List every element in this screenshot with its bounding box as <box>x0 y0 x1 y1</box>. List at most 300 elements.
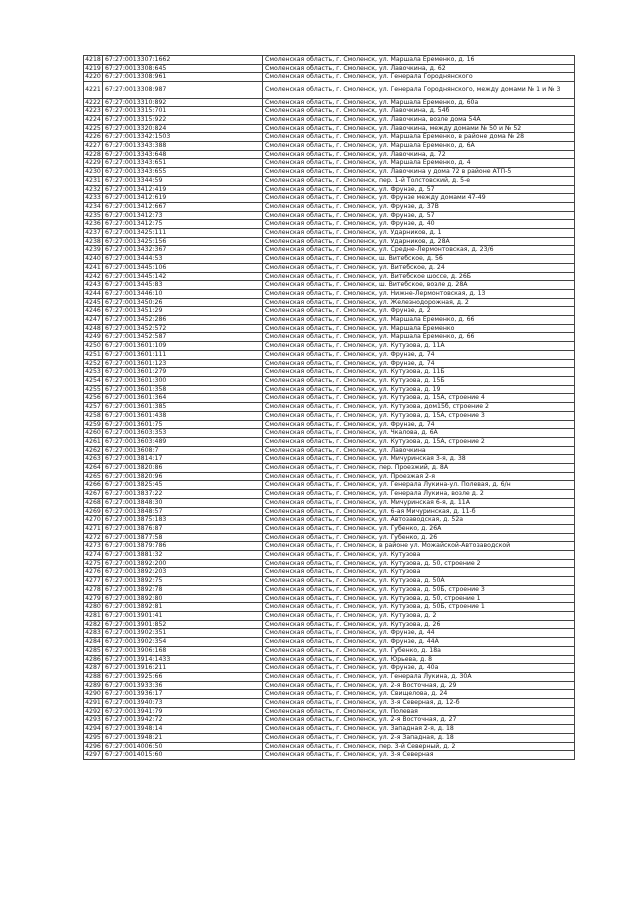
row-number: 4279 <box>85 594 101 602</box>
address: Смоленская область, г. Смоленск, ул. Лавочкина, д. 62 <box>263 64 575 73</box>
address: Смоленская область, г. Смоленск, ул. Фрунзе, д. 40 <box>263 220 575 229</box>
cadastral-number: 67:27:0013902:351 <box>103 629 263 638</box>
cadastral-number: 67:27:0013450:26 <box>103 298 263 307</box>
table-row <box>84 56 575 65</box>
address: Смоленская область, г. Смоленск, ул. Лавочкина, д. 54б <box>263 107 575 116</box>
row-number: 4277 <box>85 577 101 585</box>
cadastral-number: 67:27:0013820:86 <box>103 464 263 473</box>
address: Смоленская область, г. Смоленск, ш. Витебское, д. 56 <box>263 255 575 264</box>
table-row <box>84 324 575 333</box>
table-row <box>84 585 575 594</box>
row-number: 4237 <box>85 229 101 237</box>
cadastral-number: 67:27:0013412:619 <box>103 194 263 203</box>
address: Смоленская область, г. Смоленск, ул. Кутузова, д. 11А <box>263 342 575 351</box>
cadastral-number: 67:27:0013601:279 <box>103 368 263 377</box>
row-number: 4266 <box>85 481 101 489</box>
table-row <box>84 220 575 229</box>
address: Смоленская область, г. Смоленск, ул. Кутузова <box>263 568 575 577</box>
row-number: 4232 <box>85 185 101 193</box>
address: Смоленская область, г. Смоленск, ул. Генерала Городнянского, между домами № 1 и № 3 <box>263 82 575 98</box>
cadastral-number: 67:27:0013412:419 <box>103 185 263 194</box>
cadastral-number: 67:27:0013892:81 <box>103 603 263 612</box>
table-row <box>84 716 575 725</box>
row-number: 4241 <box>85 263 101 271</box>
row-number: 4283 <box>85 629 101 637</box>
cadastral-number: 67:27:0013603:353 <box>103 429 263 438</box>
address: Смоленская область, г. Смоленск, ул. Генерала Лукина, д. 30А <box>263 672 575 681</box>
address: Смоленская область, г. Смоленск, ул. 2-я Восточная, д. 27 <box>263 716 575 725</box>
address: Смоленская область, г. Смоленск, ул. Автозаводская, д. 52а <box>263 516 575 525</box>
cadastral-number: 67:27:0013412:73 <box>103 211 263 220</box>
address: Смоленская область, г. Смоленск, пер. Проезжий, д. 8А <box>263 464 575 473</box>
row-number: 4251 <box>85 350 101 358</box>
land-plots-table <box>83 55 575 760</box>
address: Смоленская область, г. Смоленск, ул. Маршала Еременко, д. 66 <box>263 316 575 325</box>
row-number: 4278 <box>85 585 101 593</box>
cadastral-number: 67:27:0013875:183 <box>103 516 263 525</box>
address: Смоленская область, г. Смоленск, ул. Кутузова, д. 50, строение 2 <box>263 559 575 568</box>
cadastral-number: 67:27:0013892:203 <box>103 568 263 577</box>
address: Смоленская область, г. Смоленск, ул. Кутузова, д. 19 <box>263 385 575 394</box>
table-row <box>84 498 575 507</box>
cadastral-number: 67:27:0014015:60 <box>103 751 263 760</box>
cadastral-number: 67:27:0013432:367 <box>103 246 263 255</box>
row-number: 4271 <box>85 524 101 532</box>
address: Смоленская область, г. Смоленск, ул. Фрунзе, д. 74 <box>263 359 575 368</box>
table-row <box>84 629 575 638</box>
cadastral-number: 67:27:0013451:29 <box>103 307 263 316</box>
cadastral-number: 67:27:0013315:701 <box>103 107 263 116</box>
table-row <box>84 298 575 307</box>
cadastral-number: 67:27:0013344:59 <box>103 176 263 185</box>
row-number: 4230 <box>85 168 101 176</box>
cadastral-number: 67:27:0013936:17 <box>103 690 263 699</box>
row-number: 4269 <box>85 507 101 515</box>
cadastral-number: 67:27:0013876:87 <box>103 524 263 533</box>
address: Смоленская область, г. Смоленск, ул. Кутузова, д. 15А, строение 2 <box>263 437 575 446</box>
cadastral-number: 67:27:0013879:786 <box>103 542 263 551</box>
address: Смоленская область, г. Смоленск, ул. Губенко, д. 26А <box>263 524 575 533</box>
row-number: 4286 <box>85 655 101 663</box>
row-number: 4270 <box>85 516 101 524</box>
table-row <box>84 272 575 281</box>
address: Смоленская область, г. Смоленск, ул. Маршала Еременко, д. 6А <box>263 142 575 151</box>
address: Смоленская область, г. Смоленск, ул. Фрунзе, д. 44А <box>263 638 575 647</box>
table-row <box>84 385 575 394</box>
address: Смоленская область, г. Смоленск, ул. Витебское шоссе, д. 26Б <box>263 272 575 281</box>
table-row <box>84 246 575 255</box>
row-number: 4246 <box>85 307 101 315</box>
address: Смоленская область, г. Смоленск, ул. Западная 2-я, д. 18 <box>263 725 575 734</box>
address: Смоленская область, г. Смоленск, ул. Витебское, д. 24 <box>263 263 575 272</box>
address: Смоленская область, г. Смоленск, ул. Маршала Еременко <box>263 324 575 333</box>
row-number: 4236 <box>85 220 101 228</box>
row-number: 4259 <box>85 420 101 428</box>
table-row <box>84 350 575 359</box>
row-number: 4295 <box>85 733 101 741</box>
table-row <box>84 176 575 185</box>
address: Смоленская область, г. Смоленск, ул. Ударников, д. 1 <box>263 229 575 238</box>
row-number: 4238 <box>85 237 101 245</box>
table-row <box>84 289 575 298</box>
address: Смоленская область, г. Смоленск, ул. Фрунзе, д. 74 <box>263 350 575 359</box>
cadastral-number: 67:27:0013308:645 <box>103 64 263 73</box>
row-number: 4219 <box>85 64 101 72</box>
table-row <box>84 229 575 238</box>
address: Смоленская область, г. Смоленск, ул. Губенко, д. 18а <box>263 646 575 655</box>
table-row <box>84 655 575 664</box>
table-row <box>84 159 575 168</box>
address: Смоленская область, г. Смоленск, ул. Кутузова <box>263 551 575 560</box>
table-row <box>84 420 575 429</box>
row-number: 4282 <box>85 620 101 628</box>
address: Смоленская область, г. Смоленск, ул. Мичуринская 3-я, д. 38 <box>263 455 575 464</box>
cadastral-number: 67:27:0013848:30 <box>103 498 263 507</box>
row-number: 4289 <box>85 681 101 689</box>
row-number: 4276 <box>85 568 101 576</box>
row-number: 4231 <box>85 176 101 184</box>
cadastral-number: 67:27:0013881:32 <box>103 551 263 560</box>
table-row <box>84 594 575 603</box>
cadastral-number: 67:27:0013942:72 <box>103 716 263 725</box>
row-number: 4262 <box>85 446 101 454</box>
cadastral-number: 67:27:0013892:80 <box>103 594 263 603</box>
cadastral-number: 67:27:0013825:45 <box>103 481 263 490</box>
table-row <box>84 507 575 516</box>
row-number: 4255 <box>85 385 101 393</box>
row-number: 4252 <box>85 359 101 367</box>
cadastral-number: 67:27:0013446:10 <box>103 289 263 298</box>
row-number: 4234 <box>85 202 101 210</box>
cadastral-number: 67:27:0013601:109 <box>103 342 263 351</box>
row-number: 4280 <box>85 603 101 611</box>
address: Смоленская область, г. Смоленск, ул. Средне-Лермонтовская, д. 23/6 <box>263 246 575 255</box>
address: Смоленская область, г. Смоленск, ул. Кутузова, д. 50, строение 1 <box>263 594 575 603</box>
address: Смоленская область, г. Смоленск, ул. Маршала Еременко, д. 4 <box>263 159 575 168</box>
table-row <box>84 202 575 211</box>
address: Смоленская область, г. Смоленск, ул. Чкалова, д. 6А <box>263 429 575 438</box>
row-number: 4294 <box>85 725 101 733</box>
table-row <box>84 464 575 473</box>
table-row <box>84 64 575 73</box>
address: Смоленская область, г. Смоленск, ул. Фрунзе, д. 2 <box>263 307 575 316</box>
cadastral-number: 67:27:0013308:961 <box>103 73 263 82</box>
cadastral-number: 67:27:0013601:111 <box>103 350 263 359</box>
cadastral-number: 67:27:0013412:667 <box>103 202 263 211</box>
table-row <box>84 446 575 455</box>
row-number: 4244 <box>85 289 101 297</box>
row-number: 4285 <box>85 646 101 654</box>
cadastral-number: 67:27:0013877:58 <box>103 533 263 542</box>
cadastral-number: 67:27:0013901:852 <box>103 620 263 629</box>
row-number: 4265 <box>85 472 101 480</box>
address: Смоленская область, г. Смоленск, ул. Кутузова, д. 11Б <box>263 368 575 377</box>
address: Смоленская область, г. Смоленск, ул. Кутузова, дом15б, строение 2 <box>263 403 575 412</box>
cadastral-number: 67:27:0013601:364 <box>103 394 263 403</box>
cadastral-number: 67:27:0013308:987 <box>103 82 263 98</box>
cadastral-number: 67:27:0013452:587 <box>103 333 263 342</box>
row-number: 4233 <box>85 194 101 202</box>
row-number: 4256 <box>85 394 101 402</box>
table-row <box>84 699 575 708</box>
cadastral-number: 67:27:0013940:73 <box>103 699 263 708</box>
cadastral-number: 67:27:0013343:648 <box>103 150 263 159</box>
row-number: 4267 <box>85 490 101 498</box>
cadastral-number: 67:27:0013603:489 <box>103 437 263 446</box>
table-row <box>84 168 575 177</box>
table-row <box>84 307 575 316</box>
table-row <box>84 524 575 533</box>
cadastral-number: 67:27:0013452:572 <box>103 324 263 333</box>
table-row <box>84 73 575 82</box>
table-row <box>84 542 575 551</box>
table-row <box>84 194 575 203</box>
address: Смоленская область, г. Смоленск, ул. Ударников, д. 28А <box>263 237 575 246</box>
table-row <box>84 411 575 420</box>
cadastral-number: 67:27:0013892:75 <box>103 577 263 586</box>
row-number: 4249 <box>85 333 101 341</box>
row-number: 4243 <box>85 281 101 289</box>
row-number: 4296 <box>85 742 101 750</box>
row-number: 4253 <box>85 368 101 376</box>
address: Смоленская область, г. Смоленск, ул. Лавочкина, возле дома 54А <box>263 115 575 124</box>
row-number: 4275 <box>85 559 101 567</box>
row-number: 4257 <box>85 403 101 411</box>
address: Смоленская область, г. Смоленск, ул. Кутузова, д. 50А <box>263 577 575 586</box>
table-row <box>84 664 575 673</box>
row-number: 4221 <box>84 82 103 98</box>
cadastral-number: 67:27:0013848:57 <box>103 507 263 516</box>
row-number: 4273 <box>85 542 101 550</box>
cadastral-number: 67:27:0013310:892 <box>103 98 263 107</box>
cadastral-number: 67:27:0013412:75 <box>103 220 263 229</box>
cadastral-number: 67:27:0013343:388 <box>103 142 263 151</box>
cadastral-number: 67:27:0013425:111 <box>103 229 263 238</box>
cadastral-number: 67:27:0013925:66 <box>103 672 263 681</box>
table-row <box>84 263 575 272</box>
table-row <box>84 403 575 412</box>
address: Смоленская область, г. Смоленск, ул. Мичуринская 6-я, д. 11А <box>263 498 575 507</box>
table-row <box>84 237 575 246</box>
row-number: 4292 <box>85 707 101 715</box>
table-row <box>84 394 575 403</box>
row-number: 4291 <box>85 699 101 707</box>
table-row <box>84 707 575 716</box>
row-number: 4239 <box>85 246 101 254</box>
cadastral-number: 67:27:0013445:106 <box>103 263 263 272</box>
address: Смоленская область, г. Смоленск, ул. Кутузова, д. 50Б, строение 1 <box>263 603 575 612</box>
address: Смоленская область, г. Смоленск, ул. 2-я Восточная, д. 29 <box>263 681 575 690</box>
address: Смоленская область, г. Смоленск, ул. 2-я Западная, д. 18 <box>263 733 575 742</box>
cadastral-number: 67:27:0013820:96 <box>103 472 263 481</box>
cadastral-number: 67:27:0013948:21 <box>103 733 263 742</box>
cadastral-number: 67:27:0013601:300 <box>103 377 263 386</box>
row-number: 4297 <box>85 751 101 759</box>
table-row <box>84 82 575 98</box>
address: Смоленская область, г. Смоленск, ул. Фрунзе, д. 57 <box>263 185 575 194</box>
address: Смоленская область, г. Смоленск, ул. Фрунзе, д. 74 <box>263 420 575 429</box>
table-row <box>84 316 575 325</box>
row-number: 4290 <box>85 690 101 698</box>
address: Смоленская область, г. Смоленск, ш. Витебское, возле д. 28А <box>263 281 575 290</box>
row-number: 4293 <box>85 716 101 724</box>
table-row <box>84 603 575 612</box>
table-row <box>84 124 575 133</box>
cadastral-number: 67:27:0013452:286 <box>103 316 263 325</box>
row-number: 4218 <box>85 56 101 63</box>
cadastral-number: 67:27:0013837:22 <box>103 490 263 499</box>
cadastral-number: 67:27:0014006:50 <box>103 742 263 751</box>
row-number: 4224 <box>85 115 101 123</box>
cadastral-number: 67:27:0013445:142 <box>103 272 263 281</box>
table-row <box>84 377 575 386</box>
table-row <box>84 281 575 290</box>
table-row <box>84 359 575 368</box>
table-row <box>84 342 575 351</box>
table-row <box>84 490 575 499</box>
address: Смоленская область, г. Смоленск, ул. Генерала Лукина, возле д. 2 <box>263 490 575 499</box>
row-number: 4242 <box>85 272 101 280</box>
row-number: 4222 <box>85 98 101 106</box>
table-row <box>84 368 575 377</box>
address: Смоленская область, г. Смоленск, ул. Маршала Еременко, д. 60а <box>263 98 575 107</box>
address: Смоленская область, г. Смоленск, ул. Проезжая 2-я <box>263 472 575 481</box>
table-row <box>84 142 575 151</box>
address: Смоленская область, г. Смоленск, в районе ул. Можайской-Автозаводской <box>263 542 575 551</box>
table-row <box>84 577 575 586</box>
address: Смоленская область, г. Смоленск, ул. Губенко, д. 26 <box>263 533 575 542</box>
row-number: 4225 <box>85 124 101 132</box>
row-number: 4240 <box>85 255 101 263</box>
cadastral-number: 67:27:0013601:438 <box>103 411 263 420</box>
table-row <box>84 455 575 464</box>
cadastral-number: 67:27:0013892:200 <box>103 559 263 568</box>
table-row <box>84 133 575 142</box>
table-row <box>84 681 575 690</box>
address: Смоленская область, г. Смоленск, ул. Лавочкина у дома 72 в районе АТП-5 <box>263 168 575 177</box>
table-row <box>84 690 575 699</box>
table-row <box>84 107 575 116</box>
address: Смоленская область, г. Смоленск, ул. Лавочкина, д. 72 <box>263 150 575 159</box>
table-row <box>84 551 575 560</box>
address: Смоленская область, г. Смоленск, ул. Генерала Лукина-ул. Полевая, д. 6/н <box>263 481 575 490</box>
row-number: 4220 <box>85 73 101 81</box>
address: Смоленская область, г. Смоленск, ул. Фрунзе, д. 40а <box>263 664 575 673</box>
address: Смоленская область, г. Смоленск, ул. 6-ая Мичуринская, д. 11-б <box>263 507 575 516</box>
address: Смоленская область, г. Смоленск, ул. Кутузова, д. 15Б <box>263 377 575 386</box>
address: Смоленская область, г. Смоленск, ул. Фрунзе, д. 37В <box>263 202 575 211</box>
row-number: 4263 <box>85 455 101 463</box>
cadastral-number: 67:27:0013601:123 <box>103 359 263 368</box>
address: Смоленская область, г. Смоленск, ул. Фрунзе между домами 47-49 <box>263 194 575 203</box>
address: Смоленская область, г. Смоленск, ул. Кутузова, д. 50Б, строение 3 <box>263 585 575 594</box>
table-row <box>84 150 575 159</box>
address: Смоленская область, г. Смоленск, ул. Лавочкина <box>263 446 575 455</box>
row-number: 4235 <box>85 211 101 219</box>
row-number: 4247 <box>85 316 101 324</box>
table-row <box>84 516 575 525</box>
address: Смоленская область, г. Смоленск, ул. Лавочкина, между домами № 50 и № 52 <box>263 124 575 133</box>
table-row <box>84 646 575 655</box>
row-number: 4264 <box>85 464 101 472</box>
cadastral-number: 67:27:0013343:651 <box>103 159 263 168</box>
table-row <box>84 115 575 124</box>
cadastral-number: 67:27:0013307:1662 <box>103 56 263 65</box>
cadastral-number: 67:27:0013941:79 <box>103 707 263 716</box>
address: Смоленская область, г. Смоленск, ул. Свищелова, д. 24 <box>263 690 575 699</box>
table-row <box>84 725 575 734</box>
row-number: 4260 <box>85 429 101 437</box>
address: Смоленская область, г. Смоленск, ул. Железнодорожная, д. 2 <box>263 298 575 307</box>
row-number: 4226 <box>85 133 101 141</box>
row-number: 4288 <box>85 672 101 680</box>
row-number: 4250 <box>85 342 101 350</box>
table-row <box>84 437 575 446</box>
cadastral-number: 67:27:0013601:385 <box>103 403 263 412</box>
cadastral-number: 67:27:0013814:17 <box>103 455 263 464</box>
address: Смоленская область, г. Смоленск, ул. Маршала Еременко, д. 66 <box>263 333 575 342</box>
row-number: 4227 <box>85 142 101 150</box>
address: Смоленская область, г. Смоленск, пер. 1-й Толстовский, д. 5-е <box>263 176 575 185</box>
address: Смоленская область, г. Смоленск, ул. Маршала Еременко, д. 16 <box>263 56 575 65</box>
cadastral-number: 67:27:0013914:1433 <box>103 655 263 664</box>
address: Смоленская область, г. Смоленск, ул. Фрунзе, д. 57 <box>263 211 575 220</box>
table-row <box>84 185 575 194</box>
address: Смоленская область, г. Смоленск, ул. Кутузова, д. 26 <box>263 620 575 629</box>
address: Смоленская область, г. Смоленск, ул. Маршала Еременко, в районе дома № 28 <box>263 133 575 142</box>
table-row <box>84 733 575 742</box>
cadastral-number: 67:27:0013343:655 <box>103 168 263 177</box>
row-number: 4274 <box>85 551 101 559</box>
row-number: 4228 <box>85 150 101 158</box>
table-row <box>84 429 575 438</box>
cadastral-number: 67:27:0013342:1503 <box>103 133 263 142</box>
row-number: 4284 <box>85 638 101 646</box>
address: Смоленская область, г. Смоленск, ул. 3-я Северная <box>263 751 575 760</box>
table-body <box>84 56 575 760</box>
cadastral-number: 67:27:0013906:168 <box>103 646 263 655</box>
table-row <box>84 611 575 620</box>
table-row <box>84 98 575 107</box>
table-row <box>84 533 575 542</box>
cadastral-number: 67:27:0013445:83 <box>103 281 263 290</box>
table-row <box>84 559 575 568</box>
cadastral-number: 67:27:0013948:14 <box>103 725 263 734</box>
cadastral-number: 67:27:0013902:354 <box>103 638 263 647</box>
address: Смоленская область, г. Смоленск, ул. Юрьева, д. 8 <box>263 655 575 664</box>
table-row <box>84 211 575 220</box>
table-row <box>84 255 575 264</box>
table-row <box>84 751 575 760</box>
address: Смоленская область, г. Смоленск, пер. 3-й Северный, д. 2 <box>263 742 575 751</box>
cadastral-number: 67:27:0013315:922 <box>103 115 263 124</box>
table-row <box>84 568 575 577</box>
row-number: 4223 <box>85 107 101 115</box>
row-number: 4261 <box>85 437 101 445</box>
row-number: 4272 <box>85 533 101 541</box>
table-row <box>84 742 575 751</box>
table-row <box>84 472 575 481</box>
row-number: 4281 <box>85 611 101 619</box>
table-row <box>84 638 575 647</box>
address: Смоленская область, г. Смоленск, ул. Фрунзе, д. 44 <box>263 629 575 638</box>
cadastral-number: 67:27:0013901:41 <box>103 611 263 620</box>
cadastral-number: 67:27:0013601:358 <box>103 385 263 394</box>
cadastral-number: 67:27:0013916:211 <box>103 664 263 673</box>
row-number: 4248 <box>85 324 101 332</box>
table-row <box>84 481 575 490</box>
cadastral-number: 67:27:0013425:156 <box>103 237 263 246</box>
